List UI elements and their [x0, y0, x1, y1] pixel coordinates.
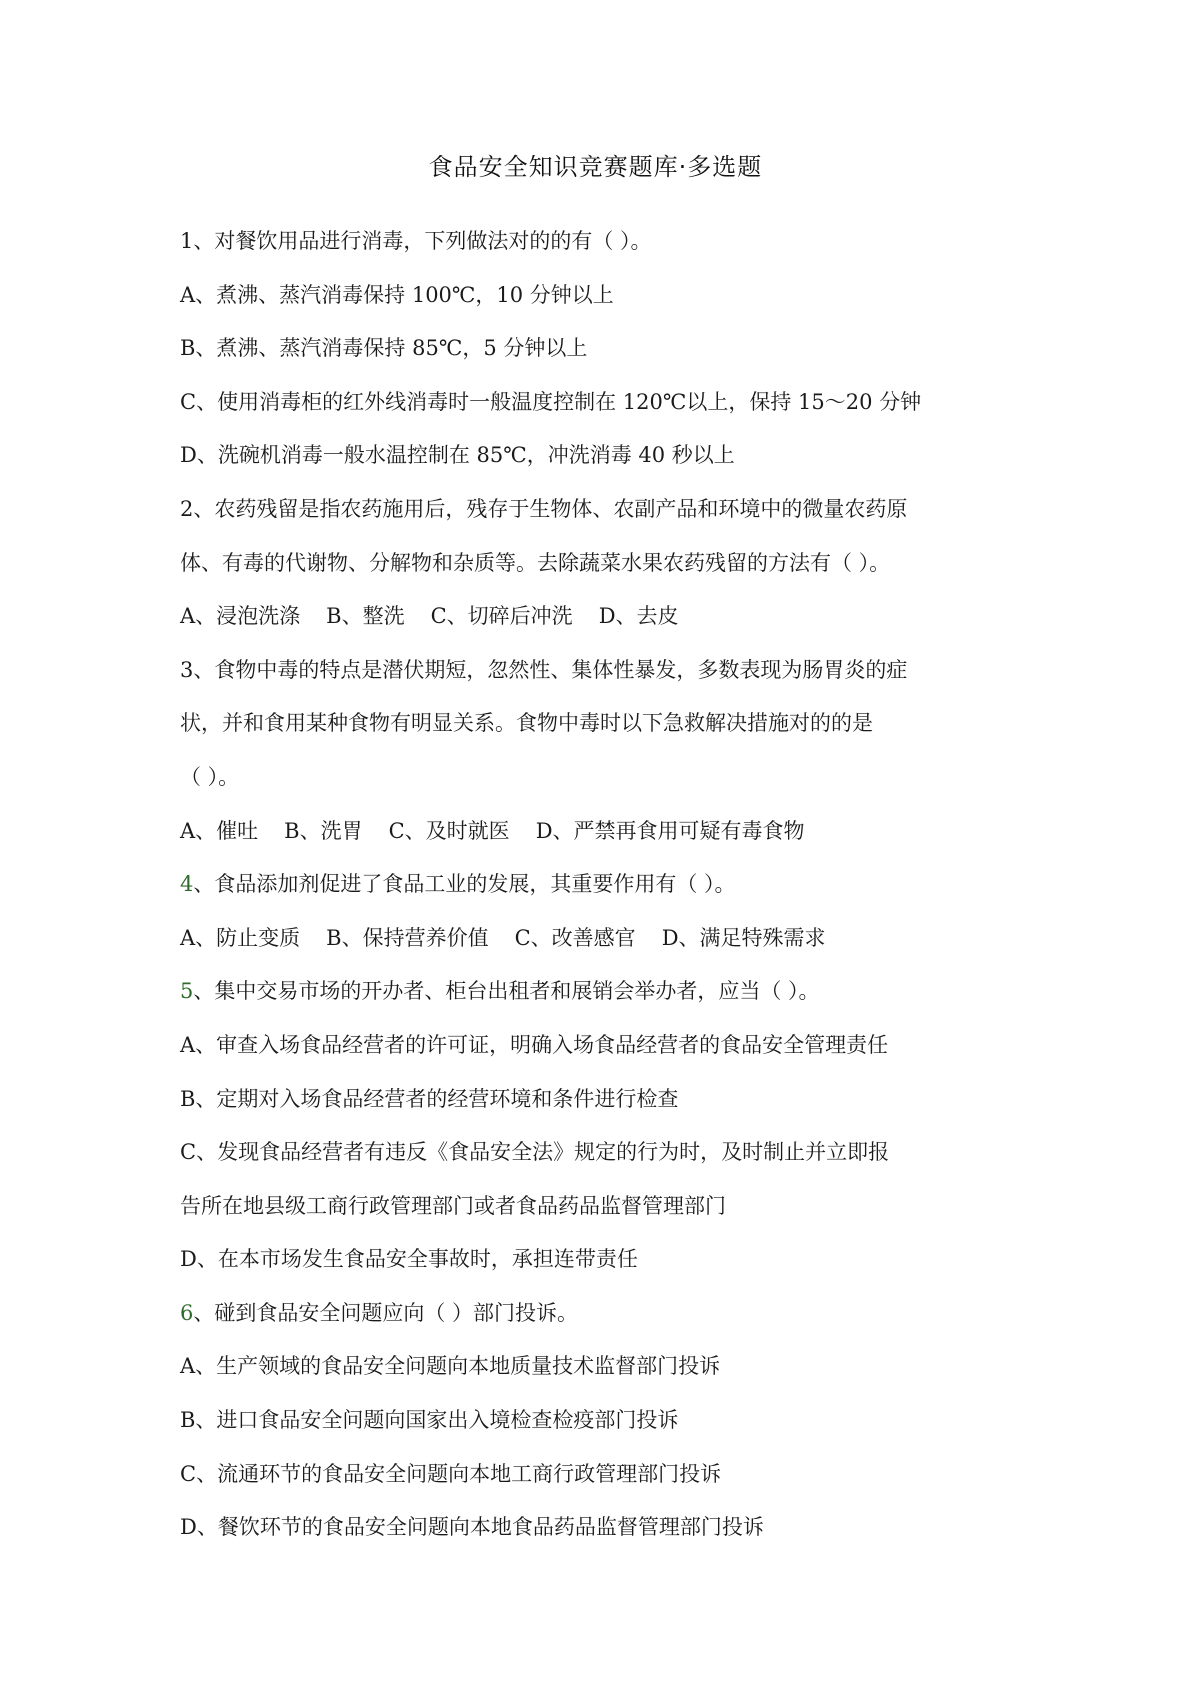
option-d: D、去皮	[598, 604, 679, 629]
question-2-options	[180, 590, 1030, 644]
question-3-options	[180, 805, 1030, 859]
option-b: B、洗胃	[284, 818, 363, 843]
option-c: C、及时就医	[388, 818, 510, 843]
question-3-stem-line-3: （ ）。	[180, 764, 240, 789]
question-6-option-b: B、进口食品安全问题向国家出入境检查检疫部门投诉	[180, 1408, 679, 1433]
question-5-stem	[180, 965, 1030, 1019]
question-1-option-d: D、洗碗机消毒一般水温控制在 85℃，冲洗消毒 40 秒以上	[180, 443, 735, 468]
question-text: 、农药残留是指农药施用后，残存于生物体、农副产品和环境中的微量农药原	[193, 496, 908, 521]
option-a: A、防止变质	[180, 925, 301, 950]
option-c: C、改善感官	[514, 925, 636, 950]
question-5-option-d: D、在本市场发生食品安全事故时，承担连带责任	[180, 1247, 638, 1272]
question-1-option-c: C、使用消毒柜的红外线消毒时一般温度控制在 120℃以上，保持 15～20 分钟	[180, 389, 922, 414]
question-1-stem	[180, 215, 1030, 269]
question-5-option-c-line-1: C、发现食品经营者有违反《食品安全法》规定的行为时，及时制止并立即报	[180, 1140, 890, 1165]
question-3-stem-line-2: 状，并和食用某种食物有明显关系。食物中毒时以下急救解决措施对的的是	[180, 711, 873, 736]
document-title: 食品安全知识竞赛题库·多选题	[428, 153, 763, 181]
document-body	[180, 215, 1030, 1555]
question-6-option-d: D、餐饮环节的食品安全问题向本地食品药品监督管理部门投诉	[180, 1515, 764, 1540]
option-c: C、切碎后冲洗	[430, 604, 573, 629]
question-2-stem-line-2: 体、有毒的代谢物、分解物和杂质等。去除蔬菜水果农药残留的方法有（ ）。	[180, 550, 891, 575]
question-5-option-a: A、审查入场食品经营者的许可证，明确入场食品经营者的食品安全管理责任	[180, 1032, 889, 1057]
question-5-option-b: B、定期对入场食品经营者的经营环境和条件进行检查	[180, 1086, 679, 1111]
question-4-stem	[180, 858, 1030, 912]
question-number: 4	[180, 872, 194, 897]
option-a: A、浸泡洗涤	[180, 604, 301, 629]
question-6-option-a: A、生产领域的食品安全问题向本地质量技术监督部门投诉	[180, 1354, 721, 1379]
option-d: D、满足特殊需求	[661, 925, 826, 950]
question-number: 5	[180, 979, 194, 1004]
question-2-stem-line-1	[180, 483, 1030, 537]
option-d: D、严禁再食用可疑有毒食物	[535, 818, 805, 843]
question-text: 、集中交易市场的开办者、柜台出租者和展销会举办者，应当（ ）。	[193, 979, 820, 1004]
question-1-option-b: B、煮沸、蒸汽消毒保持 85℃，5 分钟以上	[180, 336, 588, 361]
option-b: B、保持营养价值	[326, 925, 489, 950]
question-text: 、食品添加剂促进了食品工业的发展，其重要作用有（ ）。	[193, 872, 736, 897]
question-6-stem	[180, 1287, 1030, 1341]
question-number: 2	[180, 496, 194, 521]
question-5-option-c-line-2: 告所在地县级工商行政管理部门或者食品药品监督管理部门	[180, 1193, 726, 1218]
option-a: A、催吐	[180, 818, 259, 843]
question-number: 1	[180, 229, 194, 253]
question-4-options	[180, 912, 1030, 966]
question-3-stem-line-1	[180, 644, 1030, 698]
question-text: 、对餐饮用品进行消毒，下列做法对的的有（ ）。	[193, 229, 652, 253]
question-1-option-a: A、煮沸、蒸汽消毒保持 100℃，10 分钟以上	[180, 282, 614, 307]
question-number: 6	[180, 1300, 194, 1325]
question-number: 3	[180, 657, 194, 682]
question-text: 、食物中毒的特点是潜伏期短，忽然性、集体性暴发，多数表现为肠胃炎的症	[193, 657, 908, 682]
question-6-option-c: C、流通环节的食品安全问题向本地工商行政管理部门投诉	[180, 1461, 722, 1486]
question-text: 、碰到食品安全问题应向（ ）部门投诉。	[193, 1300, 579, 1325]
option-b: B、整洗	[326, 604, 405, 629]
